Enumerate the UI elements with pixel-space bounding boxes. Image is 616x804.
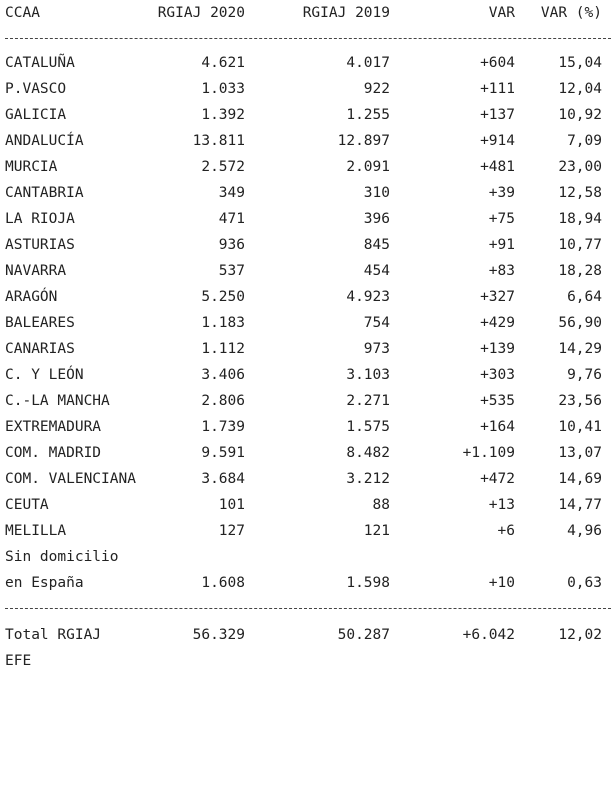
cell-rgiaj-2019: 1.255 xyxy=(346,107,390,123)
table-row xyxy=(0,336,616,362)
cell-ccaa: EXTREMADURA xyxy=(5,419,102,435)
cell-var: +75 xyxy=(488,211,515,227)
cell-ccaa: Sin domicilio xyxy=(5,549,119,565)
cell-rgiaj-2019: 845 xyxy=(363,237,390,253)
table-row xyxy=(0,232,616,258)
cell-var: +303 xyxy=(480,367,515,383)
cell-rgiaj-2019: 396 xyxy=(363,211,390,227)
cell-rgiaj-2019: 4.017 xyxy=(346,55,390,71)
header-rgiaj-2019: RGIAJ 2019 xyxy=(302,5,390,21)
cell-rgiaj-2019: 310 xyxy=(363,185,390,201)
cell-ccaa: MELILLA xyxy=(5,523,67,539)
table-header xyxy=(0,0,616,26)
source-label: EFE xyxy=(5,653,32,669)
cell-ccaa: CEUTA xyxy=(5,497,49,513)
cell-ccaa: BALEARES xyxy=(5,315,75,331)
cell-ccaa: ASTURIAS xyxy=(5,237,75,253)
total-var: +6.042 xyxy=(462,627,515,643)
cell-var-pct: 10,41 xyxy=(558,419,602,435)
table-row xyxy=(0,440,616,466)
cell-rgiaj-2020: 471 xyxy=(218,211,245,227)
cell-var: +164 xyxy=(480,419,515,435)
cell-ccaa: COM. MADRID xyxy=(5,445,102,461)
cell-var-pct: 14,29 xyxy=(558,341,602,357)
table-row xyxy=(0,258,616,284)
cell-ccaa: GALICIA xyxy=(5,107,67,123)
cell-rgiaj-2020: 4.621 xyxy=(201,55,245,71)
cell-rgiaj-2020: 2.572 xyxy=(201,159,245,175)
cell-var-pct: 12,58 xyxy=(558,185,602,201)
cell-rgiaj-2019: 3.103 xyxy=(346,367,390,383)
header-var-pct: VAR (%) xyxy=(540,5,602,21)
cell-rgiaj-2020: 1.033 xyxy=(201,81,245,97)
cell-ccaa: COM. VALENCIANA xyxy=(5,471,136,487)
cell-var: +472 xyxy=(480,471,515,487)
cell-ccaa: CANARIAS xyxy=(5,341,75,357)
cell-ccaa: C. Y LEÓN xyxy=(5,367,84,383)
table-row xyxy=(0,570,616,596)
cell-var-pct: 9,76 xyxy=(567,367,602,383)
total-row xyxy=(0,622,616,648)
cell-rgiaj-2019: 754 xyxy=(363,315,390,331)
cell-rgiaj-2020: 349 xyxy=(218,185,245,201)
cell-var-pct: 12,04 xyxy=(558,81,602,97)
cell-ccaa: MURCIA xyxy=(5,159,58,175)
table-row xyxy=(0,414,616,440)
cell-var-pct: 10,92 xyxy=(558,107,602,123)
cell-var-pct: 13,07 xyxy=(558,445,602,461)
table-row xyxy=(0,128,616,154)
cell-ccaa: NAVARRA xyxy=(5,263,67,279)
cell-var: +6 xyxy=(497,523,515,539)
cell-rgiaj-2019: 4.923 xyxy=(346,289,390,305)
cell-ccaa: C.-LA MANCHA xyxy=(5,393,110,409)
cell-rgiaj-2020: 1.608 xyxy=(201,575,245,591)
cell-var: +83 xyxy=(488,263,515,279)
cell-var: +429 xyxy=(480,315,515,331)
cell-ccaa: LA RIOJA xyxy=(5,211,75,227)
header-rgiaj-2020: RGIAJ 2020 xyxy=(157,5,245,21)
cell-var: +111 xyxy=(480,81,515,97)
cell-rgiaj-2020: 1.112 xyxy=(201,341,245,357)
total-separator xyxy=(5,608,611,609)
cell-var-pct: 23,56 xyxy=(558,393,602,409)
cell-ccaa: P.VASCO xyxy=(5,81,67,97)
cell-rgiaj-2020: 1.183 xyxy=(201,315,245,331)
cell-var-pct: 23,00 xyxy=(558,159,602,175)
table-row xyxy=(0,362,616,388)
source-credit xyxy=(0,648,616,674)
cell-var-pct: 10,77 xyxy=(558,237,602,253)
cell-ccaa: CATALUÑA xyxy=(5,55,75,71)
table-row xyxy=(0,492,616,518)
cell-rgiaj-2020: 127 xyxy=(218,523,245,539)
cell-var-pct: 14,77 xyxy=(558,497,602,513)
header-var: VAR xyxy=(488,5,515,21)
cell-var: +914 xyxy=(480,133,515,149)
cell-rgiaj-2020: 3.684 xyxy=(201,471,245,487)
header-separator xyxy=(5,38,611,39)
cell-var: +139 xyxy=(480,341,515,357)
cell-rgiaj-2020: 2.806 xyxy=(201,393,245,409)
cell-var-pct: 4,96 xyxy=(567,523,602,539)
cell-var-pct: 14,69 xyxy=(558,471,602,487)
cell-var: +535 xyxy=(480,393,515,409)
cell-var-pct: 18,28 xyxy=(558,263,602,279)
cell-rgiaj-2020: 13.811 xyxy=(192,133,245,149)
cell-var: +327 xyxy=(480,289,515,305)
table-row xyxy=(0,76,616,102)
cell-rgiaj-2019: 12.897 xyxy=(337,133,390,149)
cell-rgiaj-2019: 8.482 xyxy=(346,445,390,461)
cell-rgiaj-2019: 1.598 xyxy=(346,575,390,591)
cell-rgiaj-2020: 5.250 xyxy=(201,289,245,305)
table-row xyxy=(0,154,616,180)
cell-var: +481 xyxy=(480,159,515,175)
cell-var: +137 xyxy=(480,107,515,123)
cell-rgiaj-2019: 973 xyxy=(363,341,390,357)
cell-var: +604 xyxy=(480,55,515,71)
table-row xyxy=(0,544,616,570)
cell-rgiaj-2019: 2.271 xyxy=(346,393,390,409)
cell-rgiaj-2020: 3.406 xyxy=(201,367,245,383)
table-row xyxy=(0,206,616,232)
cell-var-pct: 6,64 xyxy=(567,289,602,305)
table-row xyxy=(0,180,616,206)
cell-ccaa: CANTABRIA xyxy=(5,185,84,201)
cell-rgiaj-2019: 88 xyxy=(372,497,390,513)
cell-rgiaj-2020: 1.392 xyxy=(201,107,245,123)
table-row xyxy=(0,310,616,336)
cell-rgiaj-2019: 2.091 xyxy=(346,159,390,175)
cell-var: +1.109 xyxy=(462,445,515,461)
cell-ccaa: en España xyxy=(5,575,84,591)
cell-var: +91 xyxy=(488,237,515,253)
cell-rgiaj-2019: 454 xyxy=(363,263,390,279)
cell-var-pct: 18,94 xyxy=(558,211,602,227)
cell-rgiaj-2020: 101 xyxy=(218,497,245,513)
total-rgiaj-2019: 50.287 xyxy=(337,627,390,643)
cell-rgiaj-2020: 9.591 xyxy=(201,445,245,461)
cell-var: +13 xyxy=(488,497,515,513)
cell-rgiaj-2020: 936 xyxy=(218,237,245,253)
table-row xyxy=(0,388,616,414)
total-var-pct: 12,02 xyxy=(558,627,602,643)
cell-var-pct: 7,09 xyxy=(567,133,602,149)
cell-ccaa: ANDALUCÍA xyxy=(5,133,84,149)
header-ccaa: CCAA xyxy=(5,5,40,21)
cell-var: +10 xyxy=(488,575,515,591)
cell-ccaa: ARAGÓN xyxy=(5,289,58,305)
cell-var: +39 xyxy=(488,185,515,201)
table-row xyxy=(0,466,616,492)
cell-rgiaj-2019: 1.575 xyxy=(346,419,390,435)
cell-var-pct: 56,90 xyxy=(558,315,602,331)
cell-rgiaj-2019: 121 xyxy=(363,523,390,539)
total-label: Total RGIAJ xyxy=(5,627,102,643)
cell-var-pct: 15,04 xyxy=(558,55,602,71)
cell-rgiaj-2019: 3.212 xyxy=(346,471,390,487)
cell-rgiaj-2019: 922 xyxy=(363,81,390,97)
total-rgiaj-2020: 56.329 xyxy=(192,627,245,643)
table-row xyxy=(0,102,616,128)
cell-rgiaj-2020: 537 xyxy=(218,263,245,279)
cell-rgiaj-2020: 1.739 xyxy=(201,419,245,435)
table-row xyxy=(0,50,616,76)
table-row xyxy=(0,518,616,544)
table-row xyxy=(0,284,616,310)
cell-var-pct: 0,63 xyxy=(567,575,602,591)
